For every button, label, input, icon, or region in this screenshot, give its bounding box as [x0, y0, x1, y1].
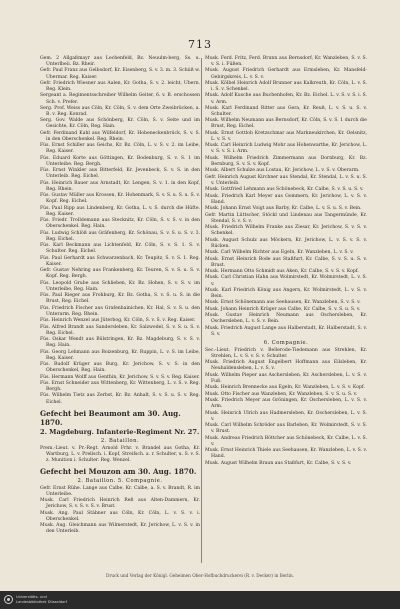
casualty-entry: Musk. Gustav Heinrich Neumann aus Oschersleben, Kr. Oschersleben, L. v. S. v. Bein. — [205, 313, 367, 325]
section-heading-beaumont: Gefecht bei Beaumont am 30. Aug. 1870. — [40, 408, 181, 427]
casualty-entry: Musk. Kölbel Heinrich Adolf Brunner aus Kalkreuth, Kr. Cöln, L. v. S. i. S. v. Schenkel. — [205, 80, 367, 93]
casualty-entry: Musk. Ang. Paul Stäbner aus Cöln, Kr. Cöln, L. v. S. v. i. Oberschenkel. — [40, 510, 200, 522]
casualty-entry: Füs. Karl Beckmann aus Lichtenfeld, Kr. Cöln, S. v. S. 1. S. v. Schulter. Reg. Eichel. — [40, 243, 200, 255]
casualty-entry: Musk. Adolf Kusche aus Buchenhofen, Kr. Bz. Eichel. L. v. S. v. S. i. S. v. Arm. — [205, 93, 367, 105]
left-entries-mid — [40, 446, 200, 464]
casualty-entry: Füs. Friedrich Fischer aus Grafenhainichen, Kr. Hal, S. v. S. u. den Unterarm. Reg. Rhein. — [40, 305, 200, 317]
printer-imprint: Druck und Verlag der Königl. Geheimen Ober-Hofbuchdruckerei (R. v. Decker) in Berlin. — [105, 573, 295, 578]
casualty-entry: Musk. Carl Friedrich Heinrich Reß aus Alten-Dammern, Kr. Jerichow, S. v. S. v. S. v. Brust. — [40, 498, 200, 510]
casualty-entry: Musk. Ernst Heinrich Thiele aus Seehausen, Kr. Wanzleben, L. v. S. v. Hand. — [205, 448, 367, 460]
casualty-entry: Serg. Prof. Weiss aus Cöln, Kr. Cöln, S. v. dem Orte Zweibrücken, a. B. v. Reg. Konrad. — [40, 105, 200, 117]
casualty-entry: Musk. Wilhelm Neumann aus Bernsdorf, Kr. Cöln, S. v. S. 1 durch die Brust, Reg. Eichel. — [205, 118, 367, 130]
casualty-entry: Musk. Albert Schulze aus Lostau, Kr. Jerichow, L. v. S. v. Oberarm. — [205, 168, 360, 174]
casualty-entry: Füs. Paul Gerhardt aus Schwarzenbach, Kr. Teupitz, S. v. S. 1. Reg. Kaiser. — [40, 255, 200, 267]
left-column — [40, 56, 200, 536]
casualty-entry: Musk. Carl Wilhelm Schröder aus Barleben, Kr. Wolmirstedt, S. v. S. v. Brust. — [205, 423, 367, 435]
casualty-entry: Musk. August Friedrich Gerhardt aus Ermsleben, Kr. Mansfeld-Gebirgskreis, L. v. S. v. — [205, 68, 367, 80]
casualty-entry: Musk. Gottfried Lehmann aus Schönebeck, Kr. Calbe, S. v. S. u. S. v. — [205, 187, 364, 193]
casualty-entry: Füs. Oskar Wendt aus Bülstringen, Kr. Bz. Magdeburg, S. v. S. v. Reg. Hain. — [40, 337, 200, 349]
casualty-entry: Musk. Karl Ferdinand Ritter aus Gera, Kr. Reuß, L. v. S. u. S. v. Schulter. — [205, 105, 367, 117]
casualty-entry: Musk. Carl Christian Hahn aus Wolmirstedt, Kr. Wolmirstedt, L. v. S. v. — [205, 275, 367, 287]
casualty-entry: Füs. Heinrich Wenzel aus Jüterbog, Kr. Cöln, S. v. S. v. Reg. Kaiser. — [40, 318, 196, 324]
casualty-entry: Musk. August Schulz aus Möckern, Kr. Jerichow, L. v. S. v. S. v. Rücken. — [205, 237, 367, 249]
casualty-entry: Füs. Ernst Winkler aus Bitterfeld, Kr. Jevenbeck, S. v. S. in den Unterleib. Reg. Eichel. — [40, 168, 200, 180]
battalion-heading: 2. Bataillon. — [100, 437, 140, 444]
casualty-entry: Füs. Ludwig Schlöß aus Gräfenberg, Kr. Schönau, S. v. S. u. S. v. 3. Reg. Eichel. — [40, 230, 200, 242]
right-entries-bottom — [205, 348, 367, 467]
casualty-entry: Sergeant a. Regimentsschreiber Wilhelm Geiter, 6. v. B. erschossen Sch. v. Prefer. — [40, 93, 200, 105]
casualty-entry: Gefr. Ferdinand Kahl aus Wilfeldorf, Kr. Hoheneckenbrück, S. v. S. in den Oberschenkel. Reg. Rhein. — [40, 130, 200, 142]
casualty-entry: Serg. Gov. Walde aus Schönberg, Kr. Cöln, S. v. Seite und im Gesichte, Kr. Cöln, Reg. Hain. — [40, 118, 200, 130]
casualty-entry: Musk. Johann Heinrich Krüger aus Calbe, Kr. Calbe, S. v. S. u. S. v. — [205, 306, 361, 312]
casualty-entry: Füs. Rudolf Krüger aus Burg, Kr. Jerichow, S. v. S. in den Oberschenkel, Reg. Hain. — [40, 362, 200, 374]
casualty-entry: Musk. Friedrich Meyer aus Gröningen, Kr. Oschersleben, L. v. S. v. Arm. — [205, 398, 367, 410]
left-entries-top — [40, 56, 200, 406]
casualty-entry: Musk. Heinrich Brennecke aus Egeln, Kr. Wanzleben, L. v. S. v. Kopf. — [205, 385, 365, 391]
casualty-entry: Musk. Ferd. Fritz, Ferd. Brunn aus Bernsdorf, Kr. Wanzleben, S. v. S. v. S. i. Füßen. — [205, 56, 367, 68]
casualty-entry: Musk. Otto Fischer aus Wanzleben, Kr. Wanzleben, S. v. S. u. S. v. — [205, 391, 358, 397]
casualty-entry: Gefr. Friedrich Wiesner aus Aalen, Kr. Gotha, S. v. 2. leicht, Ubern. Reg. Klein. — [40, 80, 200, 93]
casualty-entry: Musk. Friedrich Karl Meyer aus Gommern, Kr. Jerichow, L. v. S. v. Hand. — [205, 193, 367, 205]
library-logo — [4, 595, 67, 604]
casualty-entry: Musk. Friedrich Wilhelm Franke aus Ziesar, Kr. Jerichow, S. v. S. v. Schenkel. — [205, 225, 367, 237]
casualty-entry: Sec.-Lieut. Friedrich v. Bellerode-Tiedemann aus Strehlen, Kr. Strehlen, L. v. S. v. S. v. Schulter. — [205, 347, 367, 359]
casualty-entry: Musk. Wilhelm Friedrich Zimmermann aus Dornburg, Kr. Bz. Bernburg, S. v. S. v. Kopf. — [205, 155, 367, 167]
casualty-entry: Musk. Ernst Heinrich Bode aus Staßfurt, Kr. Calbe, S. v. S. u. S. v. Brust. — [205, 256, 367, 268]
casualty-entry: Gefr. Martin Lüttscher, Stöckl und Lindenau aus Tangermünde, Kr. Stendal, S. v. S. v. — [205, 212, 367, 224]
casualty-entry: Musk. Friedrich August Lange aus Halberstadt, Kr. Halberstadt, S. v. S. v. — [205, 325, 367, 337]
casualty-entry: Musk. Ernst Schönemann aus Seehausen, Kr. Wanzleben, S. v. S. v. — [205, 300, 361, 306]
library-logo-line2: Landesbibliothek Düsseldorf — [16, 599, 67, 604]
casualty-entry: Füs. Alfred Brandt aus Sandersleben, Kr. Salzwedel, S. v. S. u. S. v. Reg. Eichel. — [40, 324, 200, 336]
casualty-entry: Prem.-Lieut. v. Pr.-Regt. Arnold Frhr. v. Brandel aus Gotha, Kr. Wartburg, L. v. Prellsch. i. Kopf, Streifsch. a. r. Schulter, u. S. v. S. z. Munition i. Schulter. Reg. Wenzel. — [40, 445, 200, 463]
casualty-entry: Gefr. Paul Franz aus Gelbsdorf, Kr. Eisenberg, S. v. 3. m. 3. Schiiß w. Ubermar. Reg. Kaiser. — [40, 68, 200, 80]
casualty-entry: Musk. Friedrich August Engelbert Hoffmann aus Eilsleben, Kr. Neuhaldensleben, L. v. S. v. — [205, 360, 367, 372]
left-entries-bottom — [40, 486, 200, 536]
casualty-entry: Gem. 2 Allgaßmayr aus Lechenfeld, Bz. Neuulm-berg, Ss. u. Unterlbeii. Bz. Rheir. — [40, 56, 200, 68]
casualty-entry: Musk. August Wilhelm Braun aus Staßfurt, Kr. Calbe, S. v. S. v. — [205, 460, 352, 466]
casualty-entry: Füs. Gustav Müller aus Krossen, Kr. Hohenmark, S. v. S. u. S. u. S. v. Kopf. Reg. Eichel. — [40, 193, 200, 205]
casualty-entry: Füs. Eduard Korte aus Göttingen, Kr. Bodenburg, S. v. S. 1 im Unterleibe. Reg. Bergh. — [40, 155, 200, 167]
library-logo-text — [16, 595, 67, 603]
casualty-entry: Musk. Heinrich Ulrich aus Hadmersleben, Kr. Oschersleben, L. v. S. v. — [205, 410, 367, 422]
battalion-company-heading: 2. Bataillon. 5. Compagnie. — [77, 477, 163, 484]
casualty-entry: Musk. Wilhelm Pieper aus Aschersleben, Kr. Aschersleben, L. v. S. v. Fuß. — [205, 372, 367, 384]
casualty-entry: Füs. Wilhelm Tietz aus Zerbst, Kr. Bz. Anhalt, S. v. S. u. S. v. Reg. Eichel. — [40, 393, 200, 405]
right-column — [205, 56, 367, 467]
casualty-entry: Gefr. Heinrich August Kirchner aus Stendal, Kr. Stendal, L. v. S. u. S. v. Unterleib. — [205, 174, 367, 186]
casualty-entry: Füs. Friedr. Trolldemann aus Stecknitz, Kr. Cöln, S. v. S. v. in den Oberschenkel. Reg. Hain. — [40, 218, 200, 230]
casualty-entry: Musk. Carl Wilhelm Richter aus Egeln, Kr. Wanzleben, L. v. S. v. — [205, 250, 354, 256]
casualty-entry: Füs. Paul Ripp aus Lindenberg, Kr. Gotha, L. v. S. durch die Hüfte. Reg. Kaiser. — [40, 205, 200, 217]
right-entries-top — [205, 56, 367, 338]
casualty-entry: Füs. Georg Lehmann aus Boizenburg, Kr. Ruppin, L. v. S. im Leibe, Reg. Kaiser. — [40, 349, 200, 361]
column-divider — [201, 58, 202, 563]
company-heading: 6. Compagnie. — [263, 339, 309, 346]
casualty-entry: Füs. Ernst Schneider aus Wittenberg, Kr. Wittenberg, L. v. S. v. Reg. Bergh. — [40, 380, 200, 393]
casualty-entry: Füs. Leopold Grube aus Schlieben, Kr. Bz. Hohen, S. v. S. v. im Unterleibe, Reg. Hain. — [40, 280, 200, 292]
casualty-entry: Musk. Andreas Friedrich Böttcher aus Schönebeck, Kr. Calbe, L. v. S. v. — [205, 435, 367, 447]
library-logo-line1: Universitäts- und — [16, 595, 47, 600]
page-number: 713 — [188, 38, 212, 51]
casualty-entry: Musk. Carl Heinrich Ludwig Mohr aus Hohenwarthe, Kr. Jerichow, L. v. S. v. S. i. Arm. — [205, 143, 367, 155]
casualty-entry: Musk. Ernst Gottlob Kretzschmar aus Markneukirchen, Kr. Oelsnitz, L. v. S. v. — [205, 130, 367, 142]
casualty-entry: Musk. Aug. Gleichmann aus Wilmerstedt, Kr. Jerichow, L. v. S. v. in den Unterleib. — [40, 523, 200, 535]
section-heading-mouzon: Gefecht bei Mouzon am 30. Aug. 1870. — [40, 466, 197, 476]
casualty-entry: Füs. Hermann Wolff aus Genthin, Kr. Jerichow, S. v. S. v. Reg. Kaiser. — [40, 374, 200, 380]
casualty-entry: Füs. Heinrich Bauer aus Arnstadt, Kr. Lengen, S. v. 1. in den Kopf, Reg. Rhein. — [40, 180, 200, 192]
casualty-entry: Gefr. Ernst Rühe. Lange aus Calbe, Kr. Calbe, a. S. v. Brandt, R. im Unterleibe. — [40, 485, 200, 497]
casualty-entry: Füs. Ernst Schiller aus Geichs, Kr. Bz. Cöln, L. v. S. v. 2. im Leibe, Reg. Kaiser. — [40, 143, 200, 155]
casualty-entry: Musk. Hermann Otto Schmidt aus Aken, Kr. Calbe, S. v. S. v. Kopf. — [205, 269, 359, 275]
casualty-entry: Musk. Karl Friedrich König aus Angern, Kr. Wolmirstedt, L. v. S. v. Bein. — [205, 287, 367, 299]
regiment-heading: 2. Magdeburg. Infanterie-Regiment Nr. 27. — [40, 427, 200, 436]
casualty-entry: Gefr. Gustav Nehring aus Frankenberg, Kr. Teuren, S. v. S. u. S. v. Kopf. Reg. Bergh. — [40, 268, 200, 280]
casualty-entry: Füs. Paul Rieger aus Frohburg, Kr. Bz. Gotha, S. v. S. u. S. in die Brust, Reg. Eichel. — [40, 293, 200, 305]
library-logo-icon — [4, 595, 13, 604]
casualty-entry: Musk. Johann Ernst Voigt aus Barby, Kr. Calbe, L. v. S. u. S. v. Bein. — [205, 206, 362, 212]
